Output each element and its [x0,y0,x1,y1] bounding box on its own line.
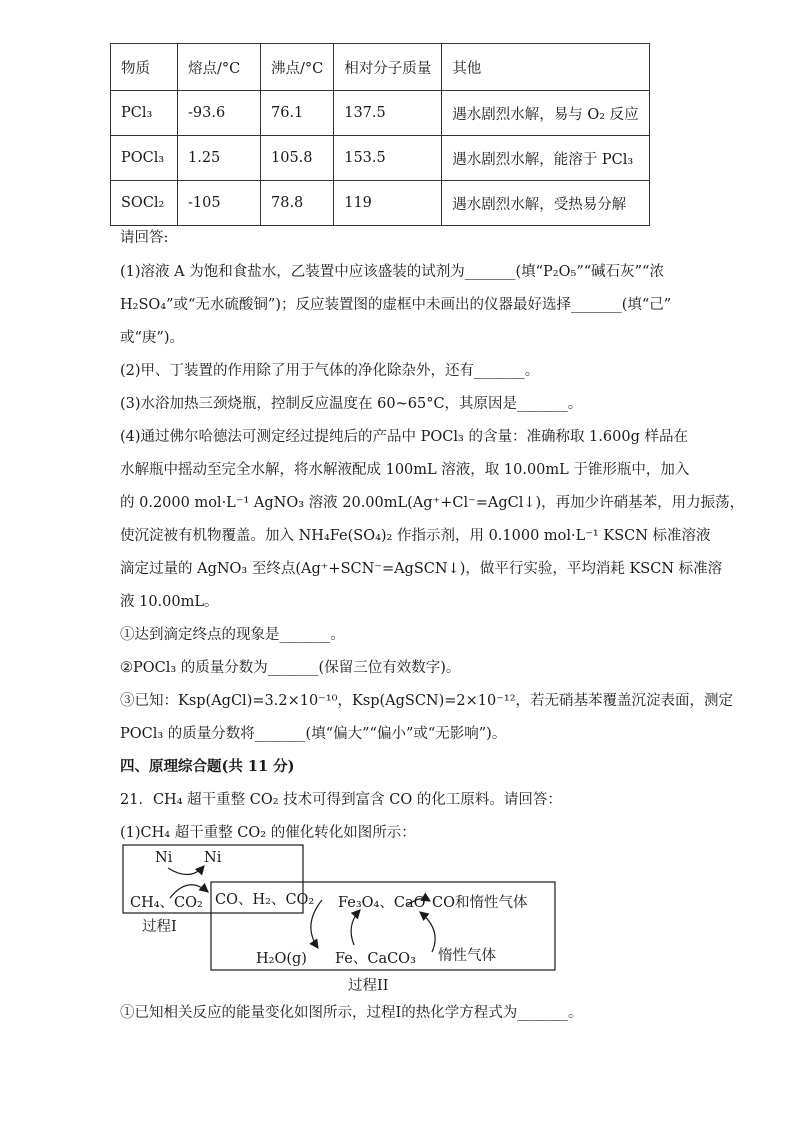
table-header-cell: 相对分子质量 [334,44,442,91]
question-4-line: 水解瓶中摇动至完全水解，将水解液配成 100mL 溶液，取 10.00mL 于锥形瓶中，加入 [120,462,690,478]
table-cell: -93.6 [178,91,261,136]
section-heading: 四、原理综合题(共 11 分) [120,758,295,775]
question-21: 21．CH₄ 超干重整 CO₂ 技术可得到富含 CO 的化工原料。请回答： [120,792,562,808]
question-4-sub-b: ②POCl₃ 的质量分数为_______(保留三位有效数字)。 [120,660,461,676]
table-cell: -105 [178,181,261,226]
ni-catalyst-left: Ni [155,850,173,866]
ni-catalyst-right: Ni [204,850,222,866]
process-2-label: 过程II [348,978,389,994]
inert-gas-label: 惰性气体 [438,948,496,964]
question-1-line: (1)溶液 A 为饱和食盐水，乙装置中应该盛装的试剂为_______(填“P₂O₅”“碱石灰”“浓 [120,264,664,280]
question-4-line: 使沉淀被有机物覆盖。加入 NH₄Fe(SO₄)₂ 作指示剂，用 0.1000 mol·L⁻¹ KSCN 标准溶液 [120,528,711,544]
question-3: (3)水浴加热三颈烧瓶，控制反应温度在 60~65°C，其原因是_______。 [120,396,583,412]
table-cell: 遇水剧烈水解，易与 O₂ 反应 [442,91,649,136]
table-cell: 1.25 [178,136,261,181]
table-header-cell: 物质 [111,44,178,91]
fe-caco3-label: Fe、CaCO₃ [335,951,416,967]
question-21-note: ①已知相关反应的能量变化如图所示，过程Ⅰ的热化学方程式为_______。 [120,1005,583,1021]
question-1-line: 或“庚”)。 [120,330,184,346]
water-label: H₂O(g) [256,951,307,967]
table-cell: 78.8 [261,181,334,226]
co-inert-gas-label: CO和惰性气体 [432,895,528,911]
table-cell: PCl₃ [111,91,178,136]
process-1-label: 过程I [142,919,177,935]
question-4-sub-a: ①达到滴定终点的现象是_______。 [120,627,345,643]
table-header-cell: 其他 [442,44,649,91]
table-cell: POCl₃ [111,136,178,181]
reactants-label: CH₄、CO₂ [130,895,203,911]
table-cell: 137.5 [334,91,442,136]
question-4-sub-c: ③已知：Ksp(AgCl)=3.2×10⁻¹⁰，Ksp(AgSCN)=2×10⁻¹²，若无硝基苯覆盖沉淀表面，测定 [120,693,734,709]
right-cycle-arrow [420,912,435,952]
table-header-cell: 沸点/°C [261,44,334,91]
table-cell: 105.8 [261,136,334,181]
question-4-line: 的 0.2000 mol·L⁻¹ AgNO₃ 溶液 20.00mL(Ag⁺+Cl⁻=AgCl↓)，再加少许硝基苯，用力振荡， [120,495,745,511]
fe3o4-cao-label: Fe₃O₄、CaO [338,895,426,911]
table-cell: 遇水剧烈水解，受热易分解 [442,181,649,226]
table-header-cell: 熔点/°C [178,44,261,91]
ni-cycle-arrow [168,866,204,875]
question-2: (2)甲、丁装置的作用除了用于气体的净化除杂外，还有_______。 [120,363,540,379]
table-cell: 遇水剧烈水解，能溶于 PCl₃ [442,136,649,181]
question-4-sub-c: POCl₃ 的质量分数将_______(填“偏大”“偏小”或“无影响”)。 [120,726,507,742]
table-cell: SOCl₂ [111,181,178,226]
table-cell: 119 [334,181,442,226]
regeneration-arrow [351,910,360,945]
question-4-line: 液 10.00mL。 [120,594,219,610]
table-cell: 153.5 [334,136,442,181]
prompt-text: 请回答: [120,230,169,246]
question-4-line: (4)通过佛尔哈德法可测定经过提纯后的产品中 POCl₃ 的含量：准确称取 1.600g 样品在 [120,429,688,445]
table-cell: 76.1 [261,91,334,136]
question-4-line: 滴定过量的 AgNO₃ 至终点(Ag⁺+SCN⁻=AgSCN↓)，做平行实验，平均消耗 KSCN 标准溶 [120,561,723,577]
products-label: CO、H₂、CO₂ [215,892,315,908]
question-1-line: H₂SO₄”或“无水硫酸铜”)；反应装置图的虚框中未画出的仪器最好选择_______(填“己” [120,297,672,313]
question-21-part-1: (1)CH₄ 超干重整 CO₂ 的催化转化如图所示： [120,825,416,841]
